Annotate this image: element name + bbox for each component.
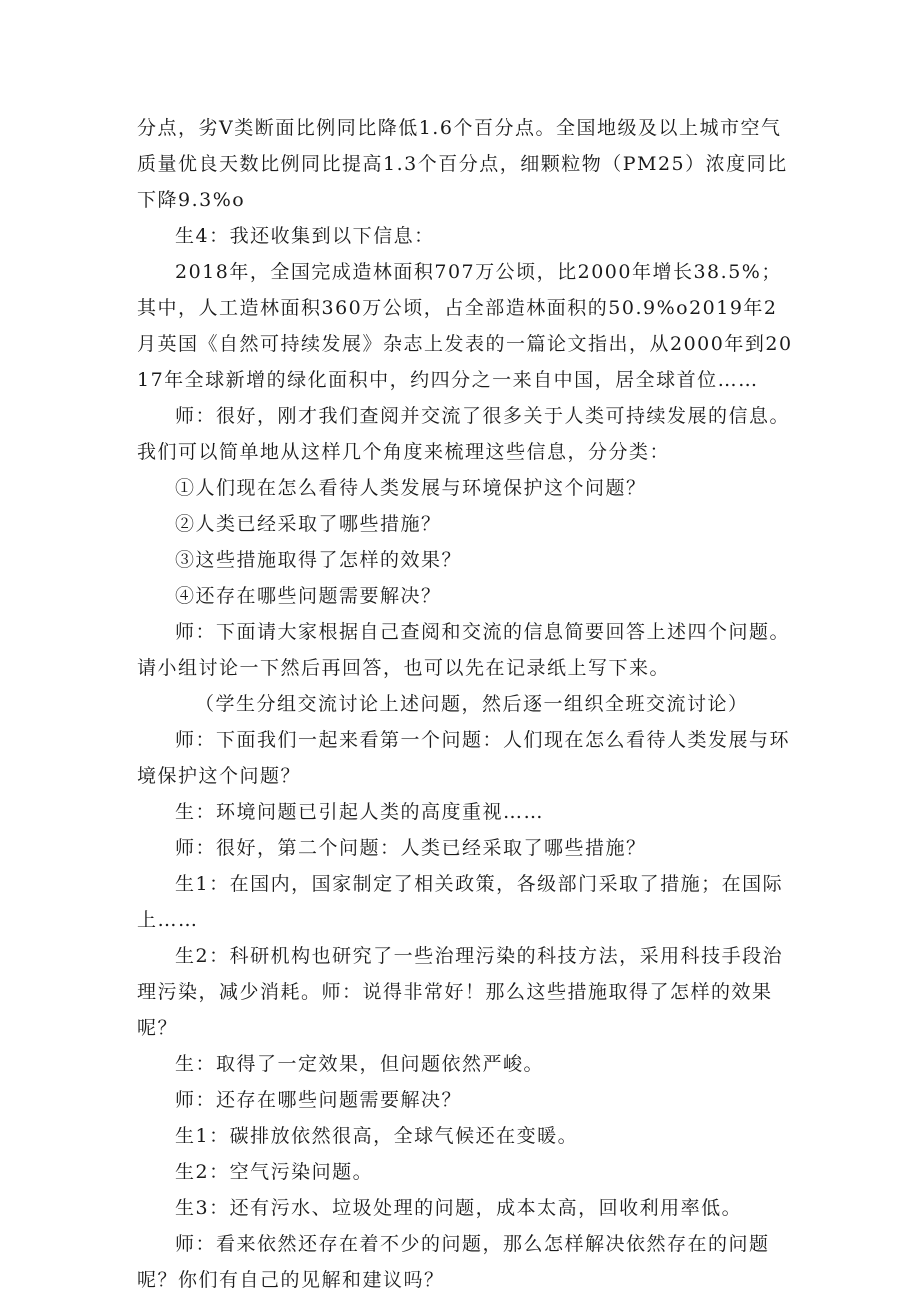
paragraph: 生2：科研机构也研究了一些治理污染的科技方法，采用科技手段治理污染，减少消耗。师：说得非常好！那么这些措施取得了怎样的效果呢？ xyxy=(137,945,784,1039)
document-body xyxy=(137,110,797,1298)
paragraph: 生：环境问题已引起人类的高度重视…… xyxy=(175,801,545,823)
paragraph: 生4：我还收集到以下信息： xyxy=(175,225,435,247)
list-item: ②人类已经采取了哪些措施？ xyxy=(175,513,442,535)
paragraph: 生2：空气污染问题。 xyxy=(175,1161,374,1183)
paragraph: 生3：还有污水、垃圾处理的问题，成本太高，回收利用率低。 xyxy=(175,1197,743,1219)
paragraph: 师：下面请大家根据自己查阅和交流的信息简要回答上述四个问题。请小组讨论一下然后再回答，也可以先在记录纸上写下来。 xyxy=(137,621,791,679)
stage-direction: （学生分组交流讨论上述问题，然后逐一组织全班交流讨论） xyxy=(195,693,749,715)
paragraph: 师：很好，第二个问题：人类已经采取了哪些措施？ xyxy=(175,837,647,859)
paragraph: 师：看来依然还存在着不少的问题，那么怎样解决依然存在的问题呢？你们有自己的见解和建议吗？ xyxy=(137,1233,770,1291)
paragraph: 生1：碳排放依然很高，全球气候还在变暖。 xyxy=(175,1125,579,1147)
paragraph: 生1：在国内，国家制定了相关政策，各级部门采取了措施；在国际上…… xyxy=(137,873,784,931)
paragraph: 分点，劣V类断面比例同比降低1.6个百分点。全国地级及以上城市空气质量优良天数比例同比提高1.3个百分点，细颗粒物（PM25）浓度同比下降9.3%o xyxy=(137,117,788,211)
paragraph: 2018年，全国完成造林面积707万公顷，比2000年增长38.5%；其中，人工造林面积360万公顷，占全部造林面积的50.9%o2019年2月英国《自然可持续发展》杂志上发表的一篇论文指出，从2000年到2017年全球新增的绿化面积中，约四分之一来自中国，居全球首位…… xyxy=(137,261,793,391)
list-item: ③这些措施取得了怎样的效果？ xyxy=(175,549,463,571)
paragraph: 生：取得了一定效果，但问题依然严峻。 xyxy=(175,1053,545,1075)
paragraph: 师：还存在哪些问题需要解决？ xyxy=(175,1089,463,1111)
paragraph: 师：下面我们一起来看第一个问题：人们现在怎么看待人类发展与环境保护这个问题？ xyxy=(137,729,791,787)
paragraph: 师：很好，刚才我们查阅并交流了很多关于人类可持续发展的信息。我们可以简单地从这样几个角度来梳理这些信息，分分类： xyxy=(137,405,791,463)
list-item: ④还存在哪些问题需要解决？ xyxy=(175,585,442,607)
list-item: ①人们现在怎么看待人类发展与环境保护这个问题？ xyxy=(175,477,647,499)
